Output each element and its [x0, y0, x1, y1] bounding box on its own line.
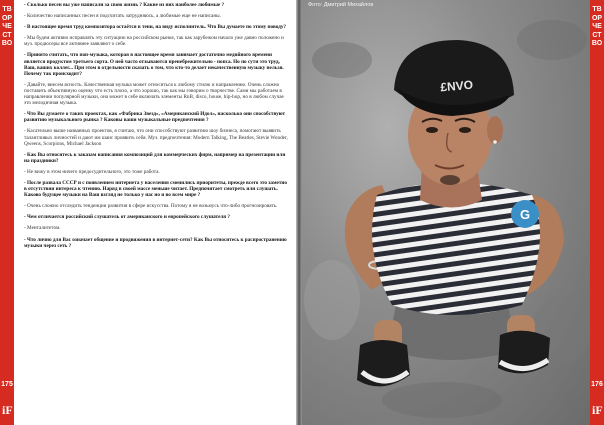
right-page — [302, 0, 604, 425]
section-strip-left — [0, 0, 14, 425]
magazine-logo-left: iF — [2, 403, 13, 417]
shirt-badge-letter: G — [519, 207, 531, 222]
interview-answer: - Мы будем активно исправлять эту ситуацию на российском рынке, так как зарубежом начало уже давно положено и муз. продюсеры все активнее заявляют о себе. — [24, 35, 284, 48]
section-strip-right — [590, 0, 604, 425]
interview-question: - Как Вы относитесь к заказам написания композиций для коммерческих фирм, например на презентации или на праздники? — [24, 151, 286, 164]
goatee — [440, 175, 460, 185]
interview-question: - Чем отличается российский слушатель от американского и европейского слушателя ? — [24, 214, 231, 221]
portrait-photo — [302, 0, 590, 425]
interview-question: - Что Вы думаете о таких проектах, как «Фабрика Звезд», «Американский Идол», насколько они способствуют развитию музыкального рынка ? Каковы ваши музыкальные предпочтения ? — [24, 111, 286, 124]
cap-logo-text: £NVO — [439, 77, 474, 95]
interview-question: - В настоящее время труд композитора остаётся в тени, на виду исполнитель. Что Вы думаете по этому поводу? — [24, 24, 287, 31]
interview-answer: - Количество написанных песен я подсчитать затрудняюсь, а любимые еще не написаны. — [24, 13, 221, 20]
left-eye — [426, 127, 438, 133]
interview-answer: - Не вижу в этом ничего предосудительного, это тоже работа. — [24, 168, 160, 175]
earring — [493, 140, 497, 144]
interview-answer: - Менталитетом. — [24, 225, 61, 232]
interview-answer: - Очень сложно отследить тенденции развития в сфере искусства. Потому я не возьмусь что-либо прогнозировать. — [24, 203, 278, 210]
magazine-logo-right: iF — [592, 403, 603, 417]
photo-credit: Фото: Дмитрий Михайлов — [308, 2, 374, 8]
section-label-right: ТВОРЧЕСТВО — [591, 6, 603, 47]
right-eye — [459, 127, 471, 133]
interview-answer: - Касательно выше названных проектов, я считаю, что они способствуют развитию шоу бизнеса, помогают выявить талантливых личностей и дают им шанс проявить себя. Муз. предпочтения: Modern Talking, The Beatles, Stevie Wonder, Qweens, Scorpions, Michael Jackson — [24, 128, 288, 147]
interview-question: - Сколько песен вы уже написали за свою жизнь ? Какие из них наиболее любимые ? — [24, 2, 225, 8]
interview-text — [24, 2, 290, 254]
interview-answer: - Давайте, внесем ясность. Качественная музыка может относиться к любому стилю и направлению. Очень сложно поставить объективную оценку что есть плохо, а что хорошо, так как мы говорим о творчестве. Сами мы работаем в направлении популярной музыки, она может в себе включать элементы RnB, disco, house, hip-hop, но в любом случае это мелодичная музыка. — [24, 81, 284, 107]
interview-question: - Что лично для Вас означает общение и продвижения в интернет-сети? Как Вы относитесь к распространению музыки через сеть ? — [24, 236, 287, 249]
interview-question: - Принято считать, что поп-музыка, которая в настоящее время занимает достаточно медийного времени является продуктом третьего сорта. О ней часто отзываются пренебрежительно - попса. Но по сути это труд, Ваш, ваших коллег... При этом в отдельности сказать о том, что кто-то делает некачественную музыку нельзя. Почему так происходит? — [24, 52, 284, 77]
section-label-left: ТВОРЧЕСТВО — [1, 6, 13, 47]
interview-question: - После развала СССР и с появлением интернета у населения сменились приоритеты, прежде всего это заметно в отсутствии интереса к чтению. Наряд в своей массе меньше читает. Предпочитает смотреть или слушать. Каково будущее музыки на Ваш взгляд не только у нас но и во всем мире ? — [24, 179, 287, 199]
page-number-right: 176 — [591, 381, 603, 388]
ear — [487, 116, 503, 144]
page-number-left: 175 — [1, 381, 13, 388]
left-page — [0, 0, 296, 425]
